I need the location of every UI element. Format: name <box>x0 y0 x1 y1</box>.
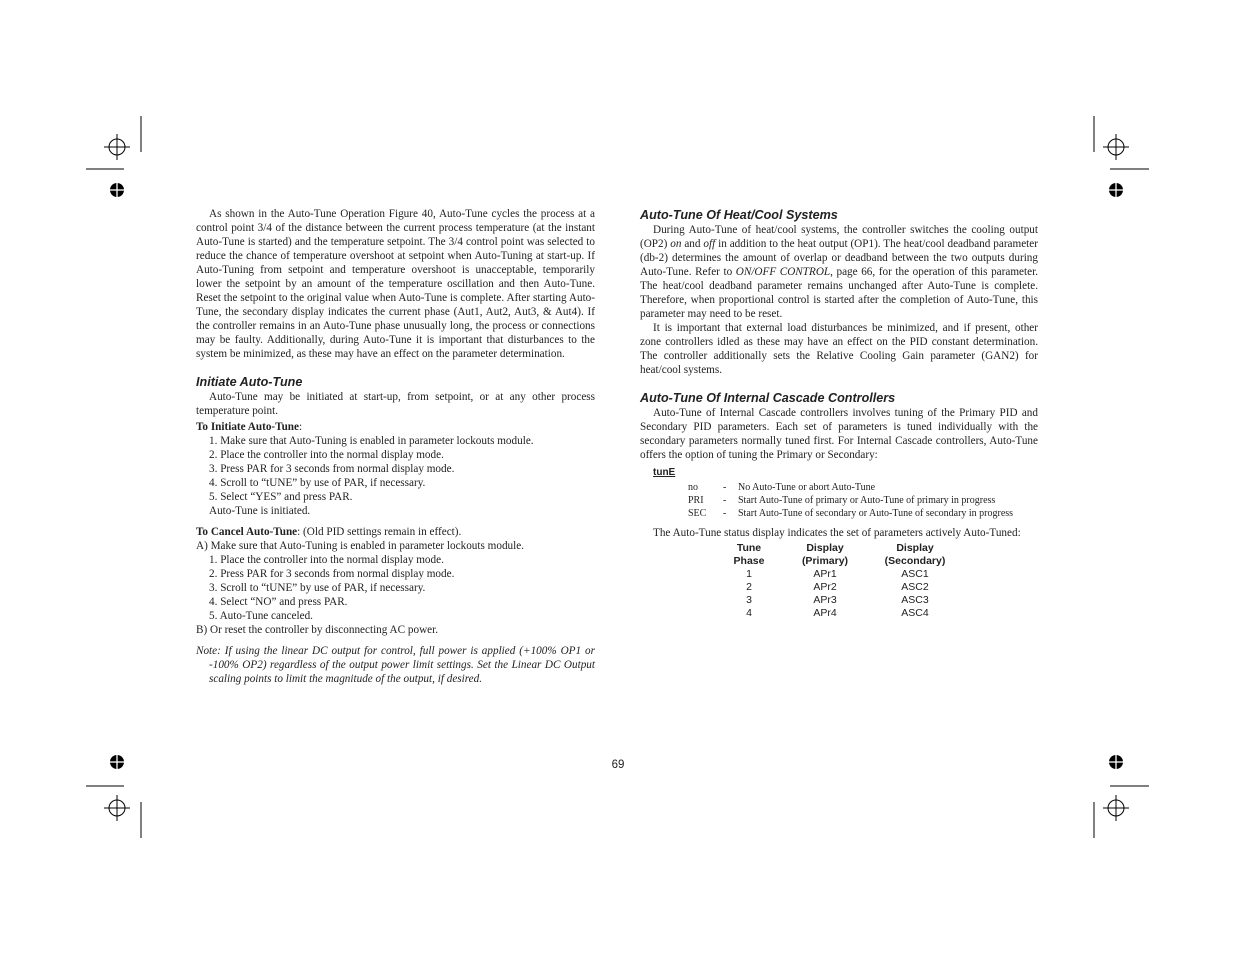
crosshair-mark-icon <box>1103 795 1129 821</box>
crosshair-mark-icon <box>104 134 130 160</box>
table-row <box>718 568 960 581</box>
table-cell: 4 <box>746 607 752 619</box>
table-cell: ASC3 <box>901 594 929 606</box>
list-item: 2. Press PAR for 3 seconds from normal display mode. <box>209 568 455 580</box>
initiate-steps-list <box>196 434 595 518</box>
cascade-paragraph: Auto-Tune of Internal Cascade controllers involves tuning of the Primary PID and Secondary PID parameters. Each set of parameters is tuned individually with the secondary parameters normally tuned first. For Internal Cascade controllers, Auto-Tune offers the option of tuning the Primary or Secondary: <box>640 407 1038 461</box>
tune-parameter-block <box>640 466 1038 520</box>
to-initiate-label-line <box>196 420 595 434</box>
tune-option-key: SEC <box>688 508 707 519</box>
to-cancel-suffix: : (Old PID settings remain in effect). <box>297 526 462 538</box>
list-item: 4. Scroll to “tUNE” by use of PAR, if necessary. <box>209 477 426 489</box>
list-item: 3. Scroll to “tUNE” by use of PAR, if necessary. <box>209 582 426 594</box>
auto-tune-status-table <box>718 542 960 620</box>
table-header <box>780 542 870 568</box>
table-cell: ASC2 <box>901 581 929 593</box>
heat-cool-off: off <box>703 238 716 250</box>
tune-option-dash: - <box>723 495 727 506</box>
tune-option-desc: Start Auto-Tune of secondary or Auto-Tune of secondary in progress <box>738 508 1014 519</box>
table-cell: 2 <box>746 581 752 593</box>
header-line: (Secondary) <box>884 555 946 567</box>
table-row <box>718 607 960 620</box>
tune-parameter-label: tunE <box>653 467 676 478</box>
list-item: 1. Place the controller into the normal display mode. <box>209 554 444 566</box>
heat-cool-paragraph-1 <box>640 223 1038 321</box>
tune-option-pri <box>688 494 1038 507</box>
tune-option-no <box>688 481 1038 494</box>
table-cell: APr3 <box>813 594 837 606</box>
page-number: 69 <box>611 759 625 771</box>
heat-cool-text-c: in addition to the heat output (OP1). The heat/cool deadband parameter (db-2) determines the amount of overlap or deadband between the two outputs during Auto-Tune. Refer to <box>640 238 1038 278</box>
intro-paragraph: As shown in the Auto-Tune Operation Figure 40, Auto-Tune cycles the process at a control point 3/4 of the distance between the current process temperature (at the instant Auto-Tune is started) and the temperature setpoint. The 3/4 control point was selected to reduce the chance of temperature overshoot at setpoint when Auto-Tuning at start-up. If Auto-Tuning from setpoint and temperature overshoot is unacceptable, temporarily lower the setpoint by an amount of the temperature oscillation and then Auto-Tune. Reset the setpoint to the original value when Auto-Tune is complete. After starting Auto-Tune, the secondary display indicates the current phase (Aut1, Aut2, Aut3, & Aut4). If the controller remains in an Auto-Tune phase unusually long, the process or connections may be faulty. Additionally, during Auto-Tune it is important that disturbances to the system be minimized, as these may have an effect on the parameter determination. <box>196 208 595 360</box>
list-item: 2. Place the controller into the normal display mode. <box>209 449 444 461</box>
list-item: 5. Auto-Tune canceled. <box>209 610 313 622</box>
cancel-step-a: A) Make sure that Auto-Tuning is enabled in parameter lockouts module. <box>196 540 524 552</box>
crosshair-mark-icon <box>1103 134 1129 160</box>
tune-option-desc: Start Auto-Tune of primary or Auto-Tune of primary in progress <box>738 495 996 506</box>
list-item: Auto-Tune is initiated. <box>209 505 311 517</box>
table-cell: APr1 <box>813 568 837 580</box>
header-line: Display <box>896 542 934 554</box>
table-cell: APr4 <box>813 607 837 619</box>
heat-cool-text-a: During Auto-Tune of heat/cool systems, the controller switches the cooling output (OP2) <box>640 224 1038 250</box>
tune-option-dash: - <box>723 508 727 519</box>
tune-option-key: PRI <box>688 495 704 506</box>
to-cancel-label-line <box>196 525 595 539</box>
table-header-row <box>718 542 960 568</box>
cascade-heading: Auto-Tune Of Internal Cascade Controllers <box>640 391 896 405</box>
cancel-step-b: B) Or reset the controller by disconnecting AC power. <box>196 624 439 636</box>
header-line: (Primary) <box>801 555 849 567</box>
cancel-steps-list <box>196 553 595 623</box>
table-cell: APr2 <box>813 581 837 593</box>
table-cell: 1 <box>746 568 752 580</box>
linear-dc-note: Note: If using the linear DC output for control, full power is applied (+100% OP1 or -100% OP2) regardless of the output power limit settings. Set the Linear DC Output scaling points to limit the magnitude of the output, if desired. <box>196 645 595 685</box>
tune-option-sec <box>688 507 1038 520</box>
table-header <box>870 542 960 568</box>
heat-cool-text-d: , page 66, for the operation of this parameter. The heat/cool deadband parameter remains unchanged after Auto-Tune is complete. Therefore, when proportional control is started after the completion of Auto-Tune, this parameter may need to be reset. <box>640 266 1038 320</box>
table-cell: ASC1 <box>901 568 929 580</box>
table-row <box>718 581 960 594</box>
heat-cool-text-b: and <box>681 238 704 250</box>
tune-options-list <box>653 481 1038 520</box>
table-cell: ASC4 <box>901 607 929 619</box>
heat-cool-on: on <box>670 238 682 250</box>
heat-cool-paragraph-2: It is important that external load disturbances be minimized, and if present, other zone controllers idled as these may have an effect on the PID constant determination. The controller additionally sets the Relative Cooling Gain parameter (GAN2) for heat/cool systems. <box>640 322 1038 376</box>
left-column <box>196 207 595 686</box>
initiate-paragraph: Auto-Tune may be initiated at start-up, from setpoint, or at any other process temperature point. <box>196 391 595 417</box>
right-column <box>640 208 1038 620</box>
header-line: Display <box>806 542 844 554</box>
to-initiate-label: To Initiate Auto-Tune <box>196 421 299 433</box>
list-item: 5. Select “YES” and press PAR. <box>209 491 353 503</box>
list-item: 1. Make sure that Auto-Tuning is enabled in parameter lockouts module. <box>209 435 534 447</box>
table-row <box>718 594 960 607</box>
tune-option-desc: No Auto-Tune or abort Auto-Tune <box>738 482 876 493</box>
table-cell: 3 <box>746 594 752 606</box>
initiate-auto-tune-heading: Initiate Auto-Tune <box>196 375 303 389</box>
to-initiate-colon: : <box>299 421 303 433</box>
header-line: Tune <box>736 542 762 554</box>
list-item: 3. Press PAR for 3 seconds from normal display mode. <box>209 463 455 475</box>
status-paragraph: The Auto-Tune status display indicates the set of parameters actively Auto-Tuned: <box>653 527 1021 539</box>
on-off-control-reference: ON/OFF CONTROL <box>735 266 831 278</box>
to-cancel-label: To Cancel Auto-Tune <box>196 526 298 538</box>
header-line: Phase <box>733 555 765 567</box>
crosshair-mark-icon <box>104 795 130 821</box>
tune-option-dash: - <box>723 482 727 493</box>
table-header <box>718 542 780 568</box>
heat-cool-heading: Auto-Tune Of Heat/Cool Systems <box>640 208 838 222</box>
list-item: 4. Select “NO” and press PAR. <box>209 596 348 608</box>
tune-option-key: no <box>688 482 698 493</box>
